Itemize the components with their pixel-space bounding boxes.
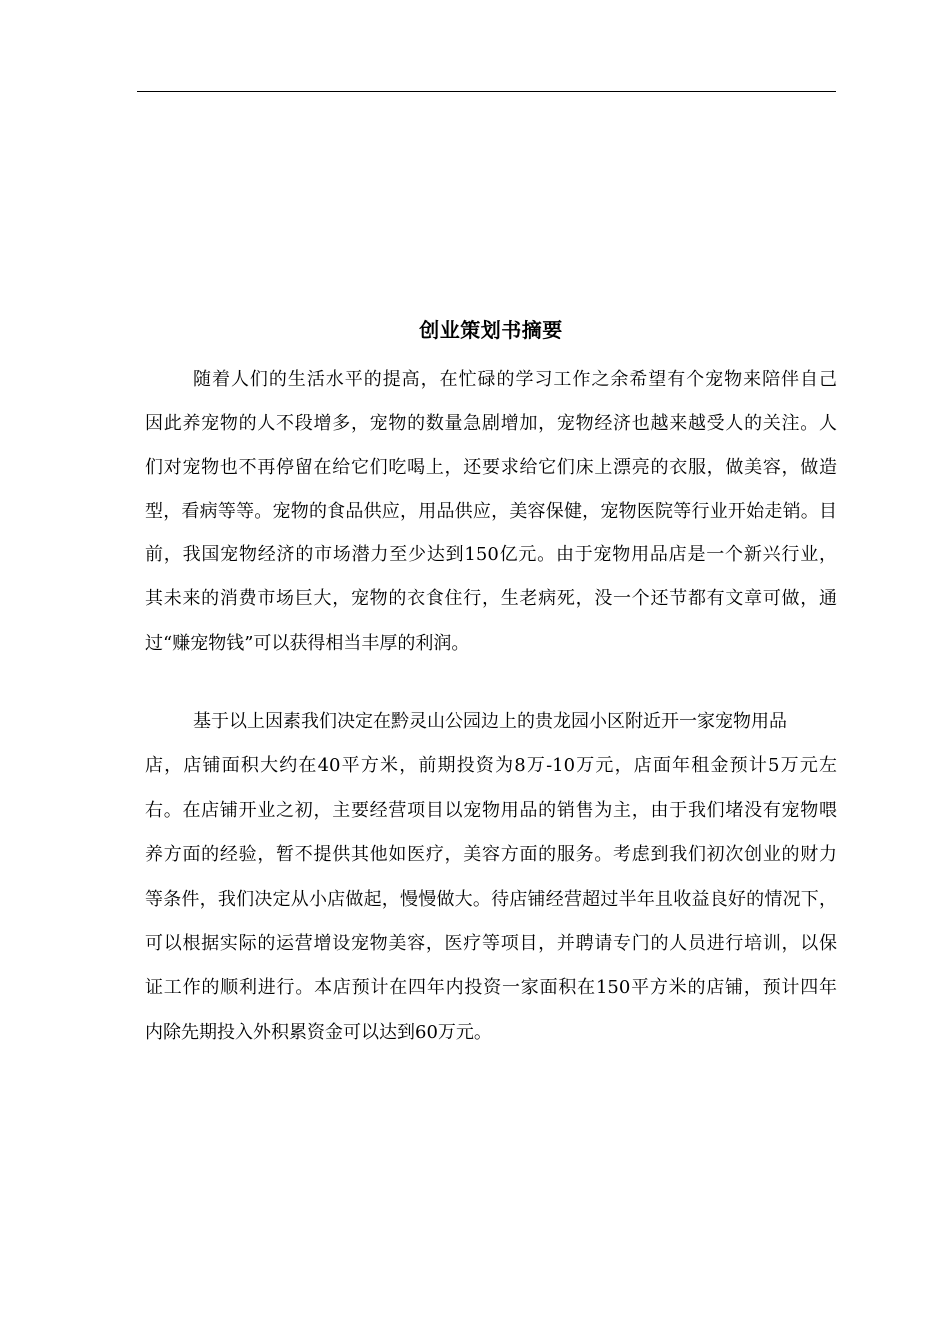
text-line: 型，看病等等。宠物的食品供应，用品供应，美容保健，宠物医院等行业开始走销。目 <box>145 501 837 522</box>
text-line: 其未来的消费市场巨大，宠物的衣食住行，生老病死，没一个还节都有文章可做，通 <box>145 588 837 609</box>
text-line: 证工作的顺利进行。本店预计在四年内投资一家面积在150平方米的店铺，预计四年 <box>145 977 837 998</box>
text-line: 内除先期投入外积累资金可以达到60万元。 <box>145 1022 492 1043</box>
text-line: 等条件，我们决定从小店做起，慢慢做大。待店铺经营超过半年且收益良好的情况下， <box>145 889 837 910</box>
text-line: 随着人们的生活水平的提高，在忙碌的学习工作之余希望有个宠物来陪伴自己 <box>193 369 837 390</box>
header-rule <box>137 91 836 92</box>
text-line: 们对宠物也不再停留在给它们吃喝上，还要求给它们床上漂亮的衣服，做美容，做造 <box>145 457 837 478</box>
text-line: 前，我国宠物经济的市场潜力至少达到150亿元。由于宠物用品店是一个新兴行业， <box>145 544 837 565</box>
text-line: 养方面的经验，暂不提供其他如医疗，美容方面的服务。考虑到我们初次创业的财力 <box>145 844 837 865</box>
text-line: 店，店铺面积大约在40平方米，前期投资为8万-10万元，店面年租金预计5万元左 <box>145 755 837 776</box>
text-line: 因此养宠物的人不段增多，宠物的数量急剧增加，宠物经济也越来越受人的关注。人 <box>145 413 837 434</box>
text-line: 基于以上因素我们决定在黔灵山公园边上的贵龙园小区附近开一家宠物用品 <box>193 711 787 732</box>
text-line: 右。在店铺开业之初，主要经营项目以宠物用品的销售为主，由于我们堵没有宠物喂 <box>145 800 837 821</box>
text-line: 过“赚宠物钱”可以获得相当丰厚的利润。 <box>145 633 470 654</box>
document-title: 创业策划书摘要 <box>419 318 563 342</box>
text-line: 可以根据实际的运营增设宠物美容，医疗等项目，并聘请专门的人员进行培训，以保 <box>145 933 837 954</box>
